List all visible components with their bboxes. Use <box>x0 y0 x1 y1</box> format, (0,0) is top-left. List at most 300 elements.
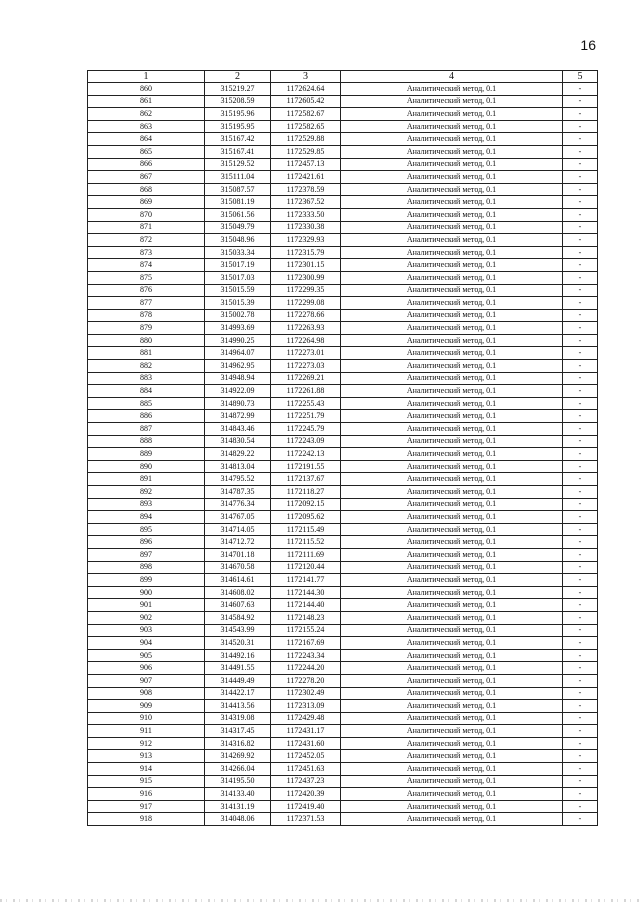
table-row <box>88 372 598 385</box>
table-row <box>88 586 598 599</box>
header-row <box>88 71 598 83</box>
cell-description: - <box>563 108 598 121</box>
cell-method: Аналитический метод, 0.1 <box>341 108 563 121</box>
cell-y-coordinate: 1172137.67 <box>271 473 341 486</box>
cell-method: Аналитический метод, 0.1 <box>341 347 563 360</box>
cell-point-number: 916 <box>88 788 205 801</box>
table-row <box>88 448 598 461</box>
cell-x-coordinate: 315017.19 <box>205 259 271 272</box>
cell-method: Аналитический метод, 0.1 <box>341 687 563 700</box>
cell-description: - <box>563 800 598 813</box>
cell-y-coordinate: 1172419.40 <box>271 800 341 813</box>
cell-x-coordinate: 314614.61 <box>205 574 271 587</box>
cell-y-coordinate: 1172451.63 <box>271 763 341 776</box>
cell-y-coordinate: 1172299.35 <box>271 284 341 297</box>
cell-y-coordinate: 1172367.52 <box>271 196 341 209</box>
cell-y-coordinate: 1172582.65 <box>271 120 341 133</box>
cell-point-number: 889 <box>88 448 205 461</box>
cell-y-coordinate: 1172278.20 <box>271 674 341 687</box>
table-row <box>88 800 598 813</box>
cell-x-coordinate: 314492.16 <box>205 649 271 662</box>
cell-method: Аналитический метод, 0.1 <box>341 423 563 436</box>
cell-description: - <box>563 435 598 448</box>
cell-description: - <box>563 511 598 524</box>
cell-point-number: 878 <box>88 309 205 322</box>
table-row <box>88 171 598 184</box>
cell-point-number: 886 <box>88 410 205 423</box>
cell-description: - <box>563 737 598 750</box>
cell-point-number: 918 <box>88 813 205 826</box>
table-row <box>88 486 598 499</box>
cell-description: - <box>563 460 598 473</box>
cell-x-coordinate: 315111.04 <box>205 171 271 184</box>
cell-point-number: 910 <box>88 712 205 725</box>
cell-method: Аналитический метод, 0.1 <box>341 511 563 524</box>
cell-x-coordinate: 315129.52 <box>205 158 271 171</box>
cell-y-coordinate: 1172605.42 <box>271 95 341 108</box>
table-row <box>88 347 598 360</box>
cell-method: Аналитический метод, 0.1 <box>341 120 563 133</box>
cell-description: - <box>563 246 598 259</box>
cell-x-coordinate: 314608.02 <box>205 586 271 599</box>
cell-x-coordinate: 315195.95 <box>205 120 271 133</box>
cell-point-number: 911 <box>88 725 205 738</box>
table-row <box>88 108 598 121</box>
table-row <box>88 725 598 738</box>
cell-point-number: 914 <box>88 763 205 776</box>
cell-x-coordinate: 314890.73 <box>205 397 271 410</box>
cell-description: - <box>563 624 598 637</box>
table-body <box>88 83 598 826</box>
cell-y-coordinate: 1172269.21 <box>271 372 341 385</box>
cell-y-coordinate: 1172115.52 <box>271 536 341 549</box>
cell-y-coordinate: 1172431.17 <box>271 725 341 738</box>
cell-point-number: 894 <box>88 511 205 524</box>
cell-point-number: 871 <box>88 221 205 234</box>
cell-y-coordinate: 1172242.13 <box>271 448 341 461</box>
cell-method: Аналитический метод, 0.1 <box>341 435 563 448</box>
cell-x-coordinate: 314964.07 <box>205 347 271 360</box>
cell-point-number: 901 <box>88 599 205 612</box>
cell-description: - <box>563 574 598 587</box>
cell-point-number: 908 <box>88 687 205 700</box>
cell-x-coordinate: 314319.08 <box>205 712 271 725</box>
cell-description: - <box>563 95 598 108</box>
cell-x-coordinate: 314922.09 <box>205 385 271 398</box>
cell-y-coordinate: 1172095.62 <box>271 511 341 524</box>
table-row <box>88 813 598 826</box>
cell-description: - <box>563 498 598 511</box>
cell-x-coordinate: 314316.82 <box>205 737 271 750</box>
cell-point-number: 917 <box>88 800 205 813</box>
cell-point-number: 888 <box>88 435 205 448</box>
cell-x-coordinate: 314701.18 <box>205 548 271 561</box>
cell-y-coordinate: 1172452.05 <box>271 750 341 763</box>
cell-method: Аналитический метод, 0.1 <box>341 460 563 473</box>
cell-description: - <box>563 561 598 574</box>
cell-description: - <box>563 599 598 612</box>
cell-y-coordinate: 1172302.49 <box>271 687 341 700</box>
cell-description: - <box>563 687 598 700</box>
cell-method: Аналитический метод, 0.1 <box>341 725 563 738</box>
cell-point-number: 873 <box>88 246 205 259</box>
cell-description: - <box>563 674 598 687</box>
table-row <box>88 700 598 713</box>
coordinates-table <box>87 70 598 826</box>
cell-description: - <box>563 284 598 297</box>
cell-y-coordinate: 1172191.55 <box>271 460 341 473</box>
cell-point-number: 896 <box>88 536 205 549</box>
cell-x-coordinate: 314449.49 <box>205 674 271 687</box>
table-row <box>88 158 598 171</box>
table-row <box>88 712 598 725</box>
cell-y-coordinate: 1172624.64 <box>271 83 341 96</box>
cell-description: - <box>563 297 598 310</box>
cell-x-coordinate: 314584.92 <box>205 611 271 624</box>
cell-x-coordinate: 314266.04 <box>205 763 271 776</box>
cell-x-coordinate: 315033.34 <box>205 246 271 259</box>
cell-method: Аналитический метод, 0.1 <box>341 649 563 662</box>
cell-point-number: 879 <box>88 322 205 335</box>
cell-point-number: 866 <box>88 158 205 171</box>
cell-point-number: 864 <box>88 133 205 146</box>
cell-method: Аналитический метод, 0.1 <box>341 548 563 561</box>
cell-y-coordinate: 1172273.03 <box>271 360 341 373</box>
cell-point-number: 872 <box>88 234 205 247</box>
cell-description: - <box>563 763 598 776</box>
cell-description: - <box>563 712 598 725</box>
cell-x-coordinate: 315167.42 <box>205 133 271 146</box>
cell-description: - <box>563 700 598 713</box>
table-row <box>88 737 598 750</box>
cell-method: Аналитический метод, 0.1 <box>341 599 563 612</box>
cell-y-coordinate: 1172330.38 <box>271 221 341 234</box>
cell-point-number: 890 <box>88 460 205 473</box>
cell-description: - <box>563 473 598 486</box>
cell-method: Аналитический метод, 0.1 <box>341 410 563 423</box>
table-row <box>88 83 598 96</box>
column-header-y-coordinate: 3 <box>271 71 341 83</box>
table-row <box>88 574 598 587</box>
cell-y-coordinate: 1172429.48 <box>271 712 341 725</box>
cell-method: Аналитический метод, 0.1 <box>341 788 563 801</box>
cell-x-coordinate: 314670.58 <box>205 561 271 574</box>
cell-method: Аналитический метод, 0.1 <box>341 624 563 637</box>
cell-y-coordinate: 1172263.93 <box>271 322 341 335</box>
cell-method: Аналитический метод, 0.1 <box>341 259 563 272</box>
cell-description: - <box>563 586 598 599</box>
table-row <box>88 246 598 259</box>
cell-method: Аналитический метод, 0.1 <box>341 208 563 221</box>
cell-x-coordinate: 314543.99 <box>205 624 271 637</box>
cell-point-number: 884 <box>88 385 205 398</box>
cell-description: - <box>563 145 598 158</box>
cell-x-coordinate: 315015.39 <box>205 297 271 310</box>
cell-description: - <box>563 271 598 284</box>
cell-method: Аналитический метод, 0.1 <box>341 271 563 284</box>
cell-point-number: 892 <box>88 486 205 499</box>
cell-description: - <box>563 423 598 436</box>
table-row <box>88 133 598 146</box>
table-row <box>88 397 598 410</box>
cell-x-coordinate: 315195.96 <box>205 108 271 121</box>
cell-y-coordinate: 1172261.88 <box>271 385 341 398</box>
cell-x-coordinate: 314948.94 <box>205 372 271 385</box>
cell-description: - <box>563 725 598 738</box>
cell-point-number: 863 <box>88 120 205 133</box>
cell-x-coordinate: 315208.59 <box>205 95 271 108</box>
cell-point-number: 881 <box>88 347 205 360</box>
cell-method: Аналитический метод, 0.1 <box>341 83 563 96</box>
cell-x-coordinate: 314714.05 <box>205 523 271 536</box>
cell-description: - <box>563 410 598 423</box>
cell-x-coordinate: 314872.99 <box>205 410 271 423</box>
cell-x-coordinate: 314317.45 <box>205 725 271 738</box>
cell-y-coordinate: 1172278.66 <box>271 309 341 322</box>
table-row <box>88 561 598 574</box>
cell-x-coordinate: 314962.95 <box>205 360 271 373</box>
cell-y-coordinate: 1172529.88 <box>271 133 341 146</box>
table-row <box>88 423 598 436</box>
cell-method: Аналитический метод, 0.1 <box>341 234 563 247</box>
cell-y-coordinate: 1172421.61 <box>271 171 341 184</box>
cell-description: - <box>563 133 598 146</box>
table-row <box>88 473 598 486</box>
cell-y-coordinate: 1172378.59 <box>271 183 341 196</box>
cell-method: Аналитический метод, 0.1 <box>341 171 563 184</box>
cell-point-number: 875 <box>88 271 205 284</box>
cell-method: Аналитический метод, 0.1 <box>341 750 563 763</box>
cell-x-coordinate: 315167.41 <box>205 145 271 158</box>
cell-point-number: 912 <box>88 737 205 750</box>
cell-method: Аналитический метод, 0.1 <box>341 196 563 209</box>
cell-description: - <box>563 372 598 385</box>
cell-x-coordinate: 315081.19 <box>205 196 271 209</box>
cell-description: - <box>563 259 598 272</box>
cell-description: - <box>563 486 598 499</box>
table-row <box>88 385 598 398</box>
cell-method: Аналитический метод, 0.1 <box>341 523 563 536</box>
cell-point-number: 862 <box>88 108 205 121</box>
table-row <box>88 674 598 687</box>
cell-method: Аналитический метод, 0.1 <box>341 536 563 549</box>
cell-y-coordinate: 1172529.85 <box>271 145 341 158</box>
cell-point-number: 900 <box>88 586 205 599</box>
table-row <box>88 775 598 788</box>
cell-x-coordinate: 314520.31 <box>205 637 271 650</box>
table-row <box>88 120 598 133</box>
cell-description: - <box>563 234 598 247</box>
cell-y-coordinate: 1172333.50 <box>271 208 341 221</box>
cell-method: Аналитический метод, 0.1 <box>341 448 563 461</box>
cell-method: Аналитический метод, 0.1 <box>341 712 563 725</box>
cell-method: Аналитический метод, 0.1 <box>341 183 563 196</box>
cell-x-coordinate: 315015.59 <box>205 284 271 297</box>
cell-y-coordinate: 1172251.79 <box>271 410 341 423</box>
table-row <box>88 196 598 209</box>
cell-description: - <box>563 448 598 461</box>
cell-y-coordinate: 1172313.09 <box>271 700 341 713</box>
cell-description: - <box>563 221 598 234</box>
cell-point-number: 880 <box>88 334 205 347</box>
cell-description: - <box>563 775 598 788</box>
table-row <box>88 498 598 511</box>
cell-x-coordinate: 315087.57 <box>205 183 271 196</box>
cell-point-number: 909 <box>88 700 205 713</box>
cell-x-coordinate: 314767.05 <box>205 511 271 524</box>
cell-y-coordinate: 1172118.27 <box>271 486 341 499</box>
cell-method: Аналитический метод, 0.1 <box>341 674 563 687</box>
table-row <box>88 145 598 158</box>
cell-method: Аналитический метод, 0.1 <box>341 145 563 158</box>
table-row <box>88 788 598 801</box>
cell-description: - <box>563 750 598 763</box>
cell-y-coordinate: 1172371.53 <box>271 813 341 826</box>
cell-description: - <box>563 322 598 335</box>
cell-description: - <box>563 523 598 536</box>
table-row <box>88 460 598 473</box>
cell-x-coordinate: 314131.19 <box>205 800 271 813</box>
cell-description: - <box>563 171 598 184</box>
table-row <box>88 662 598 675</box>
cell-method: Аналитический метод, 0.1 <box>341 486 563 499</box>
cell-x-coordinate: 314776.34 <box>205 498 271 511</box>
cell-point-number: 887 <box>88 423 205 436</box>
cell-method: Аналитический метод, 0.1 <box>341 611 563 624</box>
cell-point-number: 897 <box>88 548 205 561</box>
cell-description: - <box>563 397 598 410</box>
page-number: 16 <box>580 37 596 53</box>
cell-x-coordinate: 314413.56 <box>205 700 271 713</box>
table-row <box>88 763 598 776</box>
cell-method: Аналитический метод, 0.1 <box>341 95 563 108</box>
cell-description: - <box>563 649 598 662</box>
table-row <box>88 536 598 549</box>
cell-x-coordinate: 315219.27 <box>205 83 271 96</box>
cell-x-coordinate: 314829.22 <box>205 448 271 461</box>
cell-method: Аналитический метод, 0.1 <box>341 498 563 511</box>
cell-x-coordinate: 314712.72 <box>205 536 271 549</box>
cell-description: - <box>563 183 598 196</box>
cell-y-coordinate: 1172120.44 <box>271 561 341 574</box>
cell-x-coordinate: 314993.69 <box>205 322 271 335</box>
cell-y-coordinate: 1172264.98 <box>271 334 341 347</box>
cell-method: Аналитический метод, 0.1 <box>341 360 563 373</box>
cell-point-number: 867 <box>88 171 205 184</box>
cell-y-coordinate: 1172144.30 <box>271 586 341 599</box>
table-row <box>88 624 598 637</box>
cell-point-number: 891 <box>88 473 205 486</box>
cell-description: - <box>563 611 598 624</box>
table-row <box>88 523 598 536</box>
cell-description: - <box>563 360 598 373</box>
cell-y-coordinate: 1172144.40 <box>271 599 341 612</box>
cell-method: Аналитический метод, 0.1 <box>341 574 563 587</box>
cell-description: - <box>563 120 598 133</box>
table-row <box>88 271 598 284</box>
cell-y-coordinate: 1172141.77 <box>271 574 341 587</box>
cell-point-number: 898 <box>88 561 205 574</box>
cell-y-coordinate: 1172582.67 <box>271 108 341 121</box>
cell-x-coordinate: 314133.40 <box>205 788 271 801</box>
cell-point-number: 882 <box>88 360 205 373</box>
cell-description: - <box>563 158 598 171</box>
cell-y-coordinate: 1172301.15 <box>271 259 341 272</box>
cell-x-coordinate: 314491.55 <box>205 662 271 675</box>
table-row <box>88 259 598 272</box>
table-row <box>88 322 598 335</box>
table-row <box>88 637 598 650</box>
cell-x-coordinate: 314990.25 <box>205 334 271 347</box>
cell-method: Аналитический метод, 0.1 <box>341 586 563 599</box>
cell-y-coordinate: 1172420.39 <box>271 788 341 801</box>
cell-point-number: 869 <box>88 196 205 209</box>
cell-y-coordinate: 1172273.01 <box>271 347 341 360</box>
table-row <box>88 410 598 423</box>
cell-y-coordinate: 1172167.69 <box>271 637 341 650</box>
cell-method: Аналитический метод, 0.1 <box>341 800 563 813</box>
cell-y-coordinate: 1172300.99 <box>271 271 341 284</box>
cell-y-coordinate: 1172243.34 <box>271 649 341 662</box>
cell-point-number: 885 <box>88 397 205 410</box>
cell-x-coordinate: 315049.79 <box>205 221 271 234</box>
cell-method: Аналитический метод, 0.1 <box>341 763 563 776</box>
cell-point-number: 877 <box>88 297 205 310</box>
table-row <box>88 750 598 763</box>
cell-point-number: 876 <box>88 284 205 297</box>
table-row <box>88 208 598 221</box>
cell-description: - <box>563 83 598 96</box>
cell-point-number: 883 <box>88 372 205 385</box>
table-row <box>88 284 598 297</box>
cell-description: - <box>563 637 598 650</box>
table-row <box>88 511 598 524</box>
table-row <box>88 360 598 373</box>
cell-description: - <box>563 662 598 675</box>
cell-x-coordinate: 314787.35 <box>205 486 271 499</box>
cell-x-coordinate: 314607.63 <box>205 599 271 612</box>
cell-point-number: 902 <box>88 611 205 624</box>
table-row <box>88 435 598 448</box>
cell-point-number: 906 <box>88 662 205 675</box>
cell-method: Аналитический метод, 0.1 <box>341 309 563 322</box>
cell-method: Аналитический метод, 0.1 <box>341 133 563 146</box>
cell-method: Аналитический метод, 0.1 <box>341 284 563 297</box>
cell-method: Аналитический метод, 0.1 <box>341 372 563 385</box>
cell-x-coordinate: 314830.54 <box>205 435 271 448</box>
cell-x-coordinate: 314843.46 <box>205 423 271 436</box>
cell-point-number: 893 <box>88 498 205 511</box>
cell-point-number: 874 <box>88 259 205 272</box>
column-header-method: 4 <box>341 71 563 83</box>
cell-point-number: 870 <box>88 208 205 221</box>
cell-x-coordinate: 314269.92 <box>205 750 271 763</box>
cell-y-coordinate: 1172245.79 <box>271 423 341 436</box>
cell-point-number: 861 <box>88 95 205 108</box>
cell-y-coordinate: 1172111.69 <box>271 548 341 561</box>
cell-point-number: 903 <box>88 624 205 637</box>
cell-x-coordinate: 314795.52 <box>205 473 271 486</box>
column-header-x-coordinate: 2 <box>205 71 271 83</box>
cell-y-coordinate: 1172315.79 <box>271 246 341 259</box>
cell-y-coordinate: 1172155.24 <box>271 624 341 637</box>
table-row <box>88 183 598 196</box>
cell-y-coordinate: 1172329.93 <box>271 234 341 247</box>
table-row <box>88 234 598 247</box>
cell-method: Аналитический метод, 0.1 <box>341 700 563 713</box>
cell-point-number: 895 <box>88 523 205 536</box>
cell-x-coordinate: 314422.17 <box>205 687 271 700</box>
